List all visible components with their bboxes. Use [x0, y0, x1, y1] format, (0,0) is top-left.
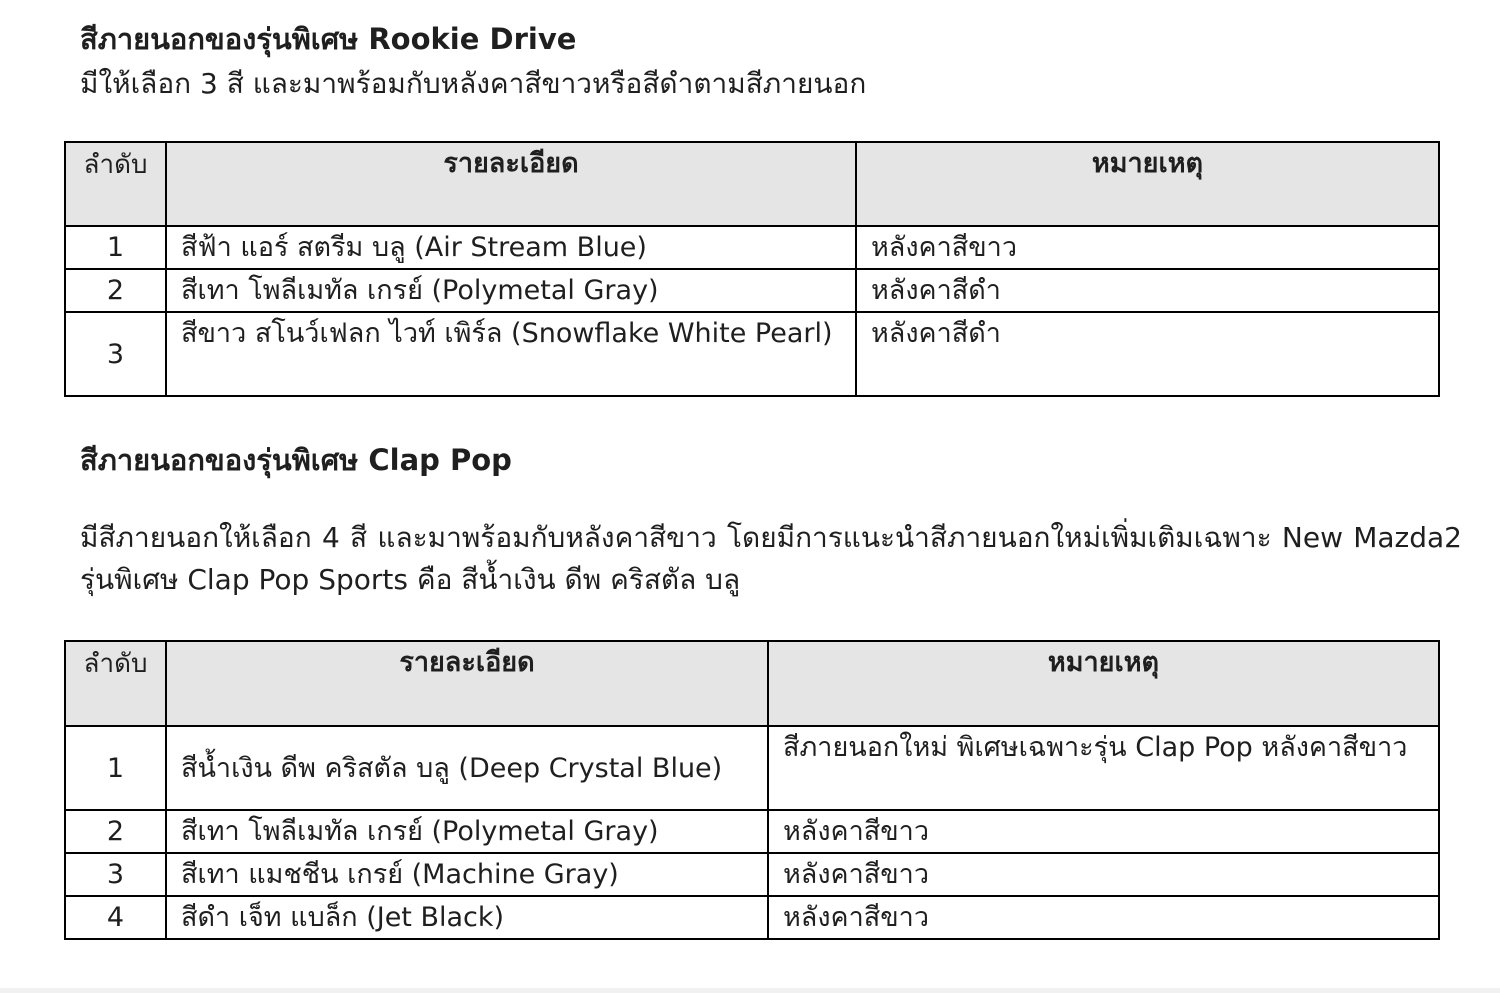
table-row — [65, 726, 1439, 810]
section-description-rookie-drive: มีให้เลือก 3 สี และมาพร้อมกับหลังคาสีขาวหรือสีดำตามสีภายนอก — [80, 67, 867, 100]
row-note: หลังคาสีขาว — [768, 896, 1439, 939]
row-note: หลังคาสีขาว — [768, 810, 1439, 853]
row-number: 1 — [65, 726, 166, 810]
table-row — [65, 269, 1439, 312]
row-detail: สีเทา โพลีเมทัล เกรย์ (Polymetal Gray) — [166, 269, 856, 312]
column-header-no: ลำดับ — [65, 142, 166, 226]
row-note: สีภายนอกใหม่ พิเศษเฉพาะรุ่น Clap Pop หลังคาสีขาว — [768, 726, 1439, 810]
row-number: 1 — [65, 226, 166, 269]
table-row — [65, 853, 1439, 896]
section-heading-clap-pop: สีภายนอกของรุ่นพิเศษ Clap Pop — [80, 443, 512, 477]
row-number: 3 — [65, 853, 166, 896]
row-number: 2 — [65, 810, 166, 853]
column-header-note: หมายเหตุ — [768, 641, 1439, 726]
column-header-no: ลำดับ — [65, 641, 166, 726]
row-detail: สีดำ เจ็ท แบล็ก (Jet Black) — [166, 896, 768, 939]
row-detail: สีฟ้า แอร์ สตรีม บลู (Air Stream Blue) — [166, 226, 856, 269]
column-header-note: หมายเหตุ — [856, 142, 1439, 226]
row-note: หลังคาสีดำ — [856, 269, 1439, 312]
section-heading-rookie-drive: สีภายนอกของรุ่นพิเศษ Rookie Drive — [80, 22, 577, 56]
colors-table-clap-pop — [64, 640, 1440, 940]
table-row — [65, 226, 1439, 269]
row-note: หลังคาสีขาว — [856, 226, 1439, 269]
colors-table-rookie-drive — [64, 141, 1440, 397]
section-description-clap-pop: มีสีภายนอกให้เลือก 4 สี และมาพร้อมกับหลังคาสีขาว โดยมีการแนะนำสีภายนอกใหม่เพิ่มเติมเฉพาะ New Mazda2 รุ่นพิเศษ Clap Pop Sports คือ สีน้ำเงิน ดีพ คริสตัล บลู — [80, 521, 1462, 596]
column-header-detail: รายละเอียด — [166, 641, 768, 726]
table-row — [65, 896, 1439, 939]
row-number: 3 — [65, 312, 166, 396]
row-detail: สีน้ำเงิน ดีพ คริสตัล บลู (Deep Crystal Blue) — [166, 726, 768, 810]
column-header-detail: รายละเอียด — [166, 142, 856, 226]
row-number: 4 — [65, 896, 166, 939]
table-header-row — [65, 641, 1439, 726]
row-number: 2 — [65, 269, 166, 312]
table-header-row — [65, 142, 1439, 226]
page-bottom-divider — [0, 988, 1500, 993]
row-note: หลังคาสีดำ — [856, 312, 1439, 396]
table-row — [65, 810, 1439, 853]
row-detail: สีขาว สโนว์เฟลก ไวท์ เพิร์ล (Snowflake White Pearl) — [166, 312, 856, 396]
table-row — [65, 312, 1439, 396]
row-detail: สีเทา โพลีเมทัล เกรย์ (Polymetal Gray) — [166, 810, 768, 853]
row-note: หลังคาสีขาว — [768, 853, 1439, 896]
row-detail: สีเทา แมชชีน เกรย์ (Machine Gray) — [166, 853, 768, 896]
